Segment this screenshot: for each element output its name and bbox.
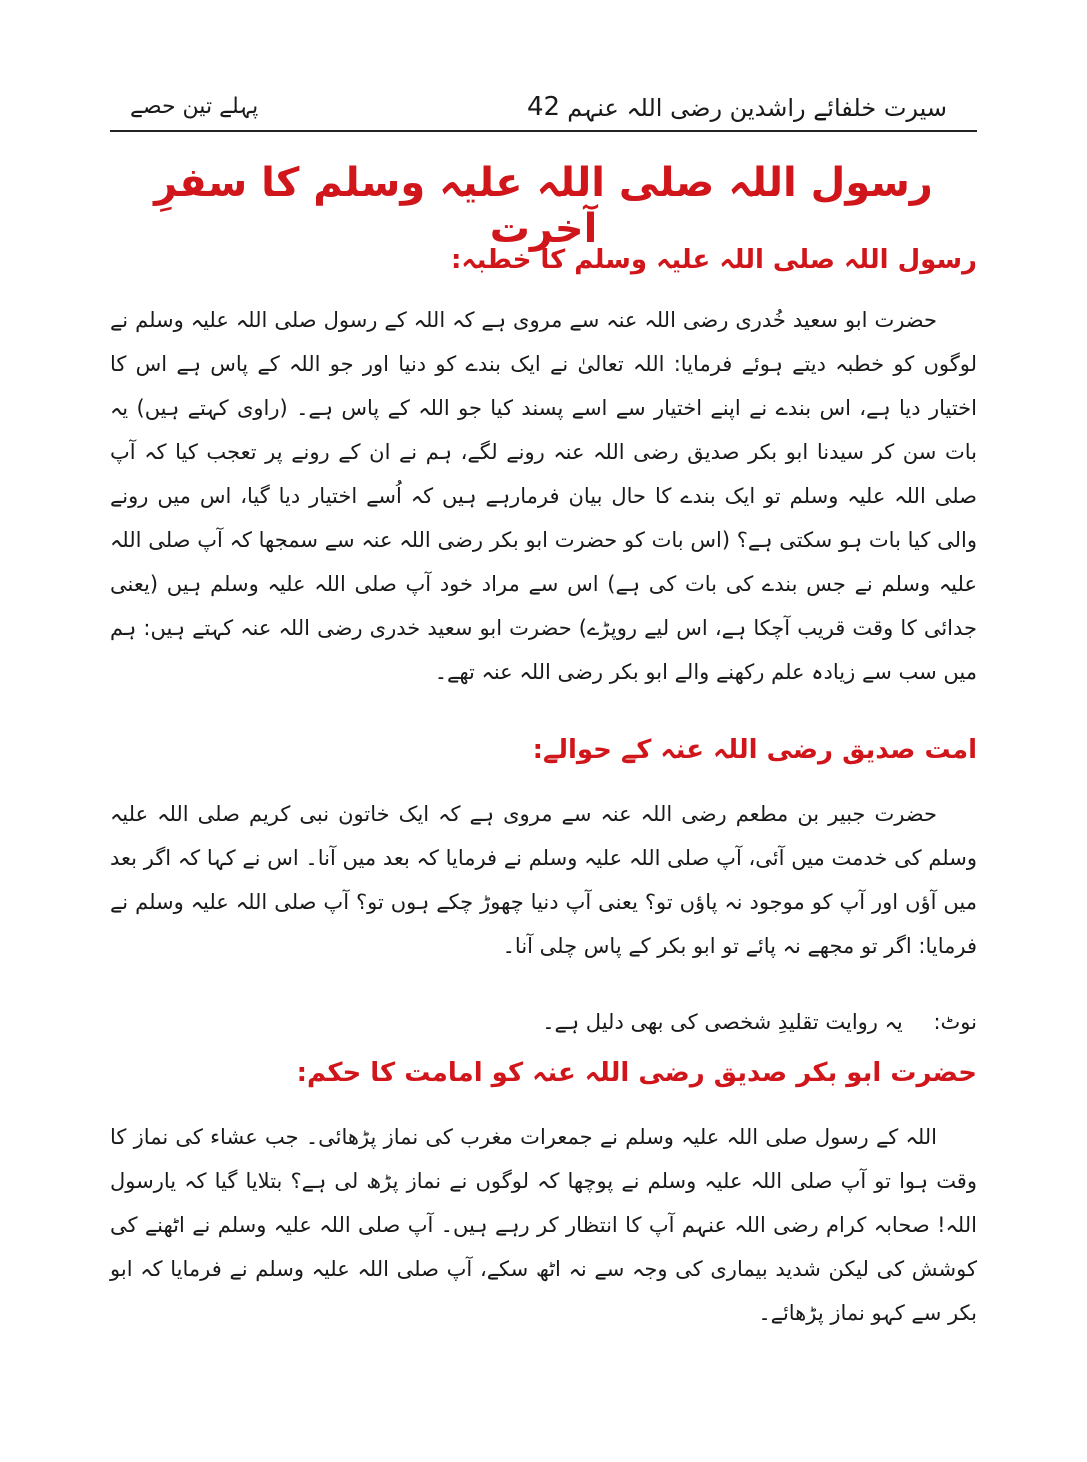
section-paragraph-ummah: حضرت جبیر بن مطعم رضی اللہ عنہ سے مروی ہے کہ ایک خاتون نبی کریم صلی اللہ علیہ وسلم کی خدمت میں آئی، آپ صلی اللہ علیہ وسلم نے فرمایا کہ بعد میں آنا۔ اس نے کہا کہ اگر بعد میں آؤں اور آپ کو موجود نہ پاؤں تو؟ یعنی آپ دنیا چھوڑ چکے ہوں تو؟ آپ صلی اللہ علیہ وسلم نے فرمایا: اگر تو مجھے نہ پائے تو ابو بکر کے پاس چلی آنا۔ xyxy=(110,802,977,958)
volume-label: پہلے تین حصے xyxy=(130,94,259,119)
section-heading-ummah: امت صدیق رضی اللہ عنہ کے حوالے: xyxy=(532,735,977,765)
chapter-title: رسول اللہ صلی اللہ علیہ وسلم کا سفرِ آخرت xyxy=(154,160,933,252)
section-paragraph-imamat: اللہ کے رسول صلی اللہ علیہ وسلم نے جمعرات مغرب کی نماز پڑھائی۔ جب عشاء کی نماز کا وقت ہوا تو آپ صلی اللہ علیہ وسلم نے پوچھا کہ لوگوں نے نماز پڑھ لی ہے؟ بتلایا گیا کہ یارسول اللہ! صحابہ کرام رضی اللہ عنہم آپ کا انتظار کر رہے ہیں۔ آپ صلی اللہ علیہ وسلم نے اٹھنے کی کوشش کی لیکن شدید بیماری کی وجہ سے نہ اٹھ سکے، آپ صلی اللہ علیہ وسلم نے فرمایا کہ ابو بکر سے کہو نماز پڑھائے۔ xyxy=(110,1125,977,1325)
page-header xyxy=(110,90,977,132)
section-paragraph-sermon: حضرت ابو سعید خُدری رضی اللہ عنہ سے مروی ہے کہ اللہ کے رسول صلی اللہ علیہ وسلم نے لوگوں کو خطبہ دیتے ہوئے فرمایا: اللہ تعالیٰ نے ایک بندے کو دنیا اور جو اللہ کے پاس ہے اس کا اختیار دیا ہے، اس بندے نے اپنے اختیار سے اسے پسند کیا جو اللہ کے پاس ہے۔ (راوی کہتے ہیں) یہ بات سن کر سیدنا ابو بکر صدیق رضی اللہ عنہ رونے لگے، ہم نے ان کے رونے پر تعجب کیا کہ آپ صلی اللہ علیہ وسلم تو ایک بندے کا حال بیان فرمارہے ہیں کہ اُسے اختیار دیا گیا، اس میں رونے والی کیا بات ہو سکتی ہے؟ (اس بات کو حضرت ابو بکر رضی اللہ عنہ سے سمجھا کہ آپ صلی اللہ علیہ وسلم نے جس بندے کی بات کی ہے) اس سے مراد خود آپ صلی اللہ علیہ وسلم ہیں (یعنی جدائی کا وقت قریب آچکا ہے، اس لیے روپڑے) حضرت ابو سعید خدری رضی اللہ عنہ کہتے ہیں: ہم میں سب سے زیادہ علم رکھنے والے ابو بکر رضی اللہ عنہ تھے۔ xyxy=(110,308,977,684)
note-text: یہ روایت تقلیدِ شخصی کی بھی دلیل ہے۔ xyxy=(542,1010,903,1034)
page-number: 42 xyxy=(526,92,561,122)
section-heading-sermon: رسول اللہ صلی اللہ علیہ وسلم کا خطبہ: xyxy=(451,245,977,275)
note-line xyxy=(110,1000,977,1044)
note-label: نوٹ: xyxy=(933,1010,977,1034)
book-title: سیرت خلفائے راشدین رضی اللہ عنہم xyxy=(567,94,947,122)
section-heading-imamat: حضرت ابو بکر صدیق رضی اللہ عنہ کو امامت کا حکم: xyxy=(296,1058,977,1088)
